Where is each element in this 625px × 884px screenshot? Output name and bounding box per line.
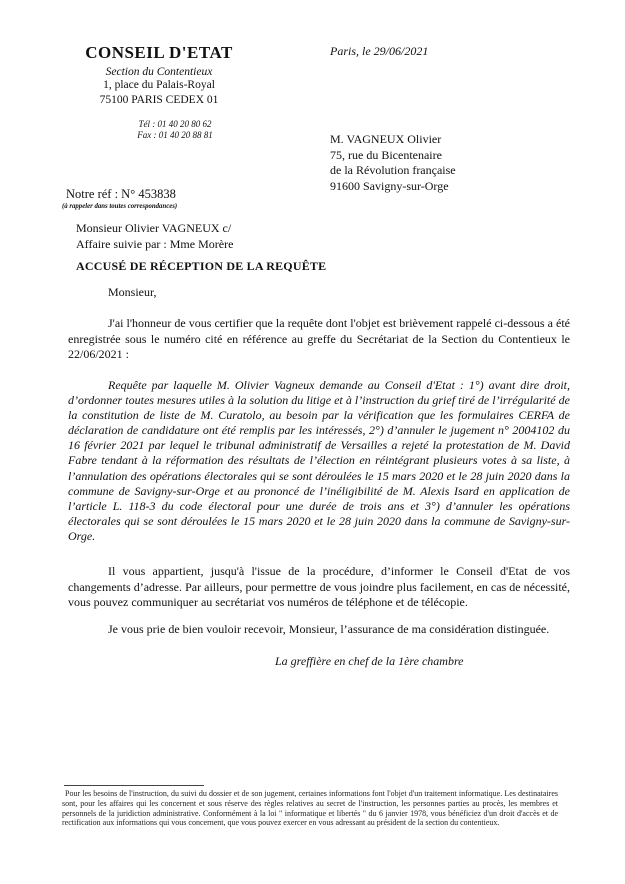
footnote-legal-text: Pour les besoins de l'instruction, du suivi du dossier et de son jugement, certaines informations font l'objet d'un traitement informatique. Les destinataires sont, pour les affaires qui les concernent et sous réserve des règles relatives au secret de l'instruction, les personnes parties au procès, les membres et personnels de la juridiction administrative. Conformément à la loi " informatique et libertés " du 6 janvier 1978, vous bénéficiez d'un droit d'accès et de rectification aux informations qui vous concernent, que vous pouvez exercer en vous adressant au président de la section du contentieux. bbox=[62, 789, 558, 828]
footnote-divider bbox=[64, 785, 204, 786]
case-followed-by: Affaire suivie par : Mme Morère bbox=[76, 236, 234, 251]
fax-line: Fax : 01 40 20 88 81 bbox=[137, 130, 213, 140]
signature-title: La greffière en chef de la 1ère chambre bbox=[275, 654, 464, 668]
case-party-line: Monsieur Olivier VAGNEUX c/ bbox=[76, 221, 232, 235]
org-address-line-1: 1, place du Palais-Royal bbox=[103, 79, 215, 91]
paragraph-intro: J'ai l'honneur de vous certifier que la requête dont l'objet est brièvement rappelé ci-dessous a été enregistrée sous le numéro cité en référence au greffe du Secrétariat de la Section du Contentieux le 22/06/2021 : bbox=[68, 316, 570, 361]
recipient-street-2: de la Révolution française bbox=[330, 163, 456, 177]
reference-number: Notre réf : N° 453838 bbox=[66, 187, 176, 201]
org-department: Section du Contentieux bbox=[105, 66, 213, 78]
case-block bbox=[76, 221, 233, 252]
subject-heading: ACCUSÉ DE RÉCEPTION DE LA REQUÊTE bbox=[76, 259, 327, 273]
paragraph-closing: Je vous prie de bien vouloir recevoir, Monsieur, l’assurance de ma considération distinguée. bbox=[108, 622, 550, 636]
sender-block bbox=[70, 43, 248, 107]
recipient-address bbox=[330, 132, 456, 194]
paragraph-address-change: Il vous appartient, jusqu'à l'issue de la procédure, d’informer le Conseil d'Etat de vos changements d’adresse. Par ailleurs, pour permettre de vous joindre plus facilement, en cas de nécessité, vous pouvez communiquer au secrétariat vos numéros de téléphone et de télécopie. bbox=[68, 564, 570, 609]
recipient-name: M. VAGNEUX Olivier bbox=[330, 132, 442, 146]
org-name: CONSEIL D'ETAT bbox=[85, 43, 233, 62]
telfax-block bbox=[100, 119, 250, 141]
recipient-city: 91600 Savigny-sur-Orge bbox=[330, 178, 449, 193]
recipient-street: 75, rue du Bicentenaire bbox=[330, 147, 442, 162]
reference-note: (à rappeler dans toutes correspondances) bbox=[62, 203, 178, 210]
org-address-line-2: 75100 PARIS CEDEX 01 bbox=[99, 93, 219, 106]
paragraph-request-summary: Requête par laquelle M. Olivier Vagneux demande au Conseil d'Etat : 1°) avant dire droit, d’ordonner toutes mesures utiles à la solution du litige et à l’instruction du grief tiré de l’irrégularité de la constitution de liste de M. Curatolo, au besoin par la vérification que les formulaires CERFA de déclaration de candidature ont été remplis par les intéressés, 2°) d’annuler le jugement n° 2004102 du 16 février 2021 par lequel le tribunal administratif de Versailles a rejeté la protestation de M. David Fabre tendant à la réformation des résultats de l’élection en réintégrant plusieurs votes à sa liste, à l’annulation des opérations électorales qui se sont déroulées le 15 mars 2020 et le 28 juin 2020 dans la commune de Savigny-sur-Orge et au prononcé de l’inéligibilité de M. Alexis Isard en application de l’article L. 118-3 du code électoral pour une durée de trois ans et 3°) d’annuler les opérations électorales qui se sont déroulées le 15 mars 2020 et le 28 juin 2020 dans la commune de Savigny-sur-Orge. bbox=[68, 378, 570, 543]
salutation: Monsieur, bbox=[108, 285, 157, 299]
tel-line: Tél : 01 40 20 80 62 bbox=[138, 119, 212, 129]
date-line: Paris, le 29/06/2021 bbox=[330, 44, 429, 58]
